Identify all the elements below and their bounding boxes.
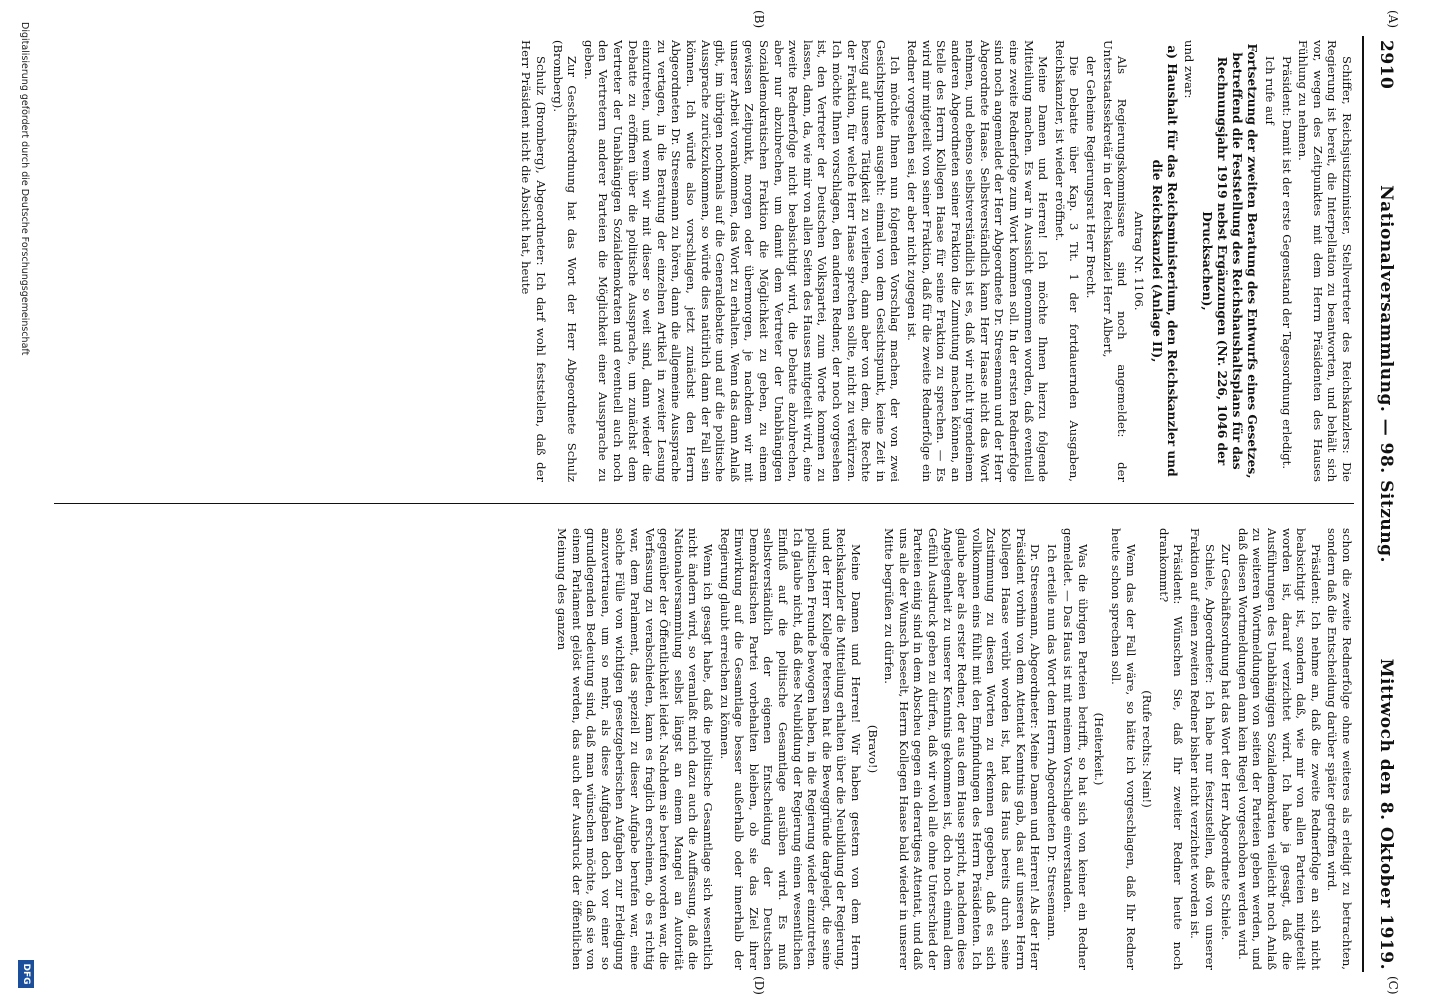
paragraph: Schiffer, Reichsjustizminister, Stellvertreter des Reichskanzlers: Die Regierung ist bereit, die Interpellation zu beantworten, und behält sich vor, wegen des Zeitpunktes mit dem Herrn Präsidenten des Hauses Fühlung zu nehmen. <box>1296 40 1354 482</box>
paragraph: Schiele, Abgeordneter: Ich habe nur festzustellen, daß von unserer Fraktion auf einen zweiten Redner bisher nicht verzichtet worden ist. <box>1188 528 1217 970</box>
paragraph: Die Debatte über Kap. 3 Tit. 1 der fortdauernden Ausgaben, Reichskanzler, ist wieder eröffnet. <box>1052 40 1082 482</box>
margin-marker-d: (D) <box>752 976 766 995</box>
paragraph: Als Regierungskommissare sind noch angemeldet: der Unterstaatssekretär in der Reichskanzlei Herr Albert, <box>1100 40 1130 482</box>
paragraph: der Geheime Regierungsrat Herr Brecht. <box>1084 56 1099 299</box>
paragraph: Dr. Stresemann, Abgeordneter: Meine Damen und Herren! Als der Herr Präsident vorhin von dem Attentat Kenntnis gab, das auf unseren Herrn Kollegen Haase verübt worden ist, hat das Haus bereits durch seine Zustimmung zu diesen Worten zu erkennen gegeben, daß es sich vollkommen eins fühlt mit den Empfindungen des Herrn Präsidenten. Ich glaube aber als erster Redner, der aus dem Hause spricht, nachdem diese Angelegenheit zu unserer Kenntnis gekommen ist, doch noch einmal dem Gefühl Ausdruck geben zu dürfen, daß wir wohl alle ohne Unterschied der Parteien einig sind in dem Abscheu gegen ein derartiges Attentat, und daß uns alle der Wunsch beseelt, Herrn Kollegen Haase bald wieder in unserer Mitte begrüßen zu dürfen. <box>882 528 1043 970</box>
paragraph: Zur Geschäftsordnung hat das Wort der Herr Abgeordnete Schiele. <box>1219 544 1234 941</box>
paragraph: Meine Damen und Herren! Wir haben gestern von dem Herrn Reichskanzler die Mitteilung erhalten über die Neubildung der Regierung, und der Herr Kollege Petersen hat die Beweggründe dargelegt, die seine politischen Freunde bewogen haben, in die Regierung wieder einzutreten. Ich glaube nicht, daß diese Neubildung der Regierung einen wesentlichen Einfluß auf die politische Gesamtlage ausüben wird. Es muß selbstverständlich der eigenen Entscheidung der Deutschen Demokratischen Partei vorbehalten bleiben, ob sie das Ziel ihrer Einwirkung auf die Gesamtlage besser außerhalb oder innerhalb der Regierung glaubt erreichen zu können. <box>717 528 863 970</box>
paragraph: schon die zweite Rednerfolge ohne weiteres als erledigt zu betrachten, sondern daß die Entscheidung darüber später getroffen wird. <box>1325 528 1354 970</box>
page-title: Nationalversammlung. — 98. Sitzung. <box>1376 185 1396 563</box>
paragraph: Zur Geschäftsordnung hat das Wort der Herr Abgeordnete Schulz (Bromberg). <box>550 40 580 482</box>
paragraph: Ich rufe auf <box>1263 56 1278 125</box>
paragraph: Ich möchte Ihnen nun folgenden Vorschlag machen, der von zwei Gesichtspunkten ausgeht: einmal von dem Gesichtspunkt, keine Zeit in bezug auf unsere Tätigkeit zu verlieren, dann aber von dem, die Rechte der Fraktion, für welche Herr Haase sprechen sollte, nicht zu verkürzen. Ich möchte Ihnen vorschlagen, den anderen Redner, der noch vorgesehen ist, den Vertreter der Deutschen Volkspartei, zum Worte kommen zu lassen, dann, da, wie mir von allen Seiten des Hauses mitgeteilt wird, eine zweite Rednerfolge nicht beabsichtigt wird, die Debatte abzubrechen, aber nur abzubrechen, um damit dem Vertreter der Unabhängigen Sozialdemokratischen Fraktion die Möglichkeit zu geben, zu einem gewissen Zeitpunkt, morgen oder übermorgen, je nachdem wir mit unserer Arbeit vorankommen, das Wort zu erhalten. Wenn das dann Anlaß gibt, im übrigen nochmals auf die Generaldebatte und auf die politische Aussprache zurückzukommen, so würde dies natürlich dann der Fall sein können. Ich würde also vorschlagen, jetzt zunächst den Herrn Abgeordneten Dr. Stresemann zu hören, dann die allgemeine Aussprache zu vertagen, in die Beratung der einzelnen Artikel in zweiter Lesung einzutreten, und wenn wir mit dieser so weit sind, dann wieder die Debatte zu eröffnen über die politische Aussprache, um zunächst dem Vertreter der Unabhängigen Sozialdemokraten und eventuell auch noch den Vertretern anderer Parteien die Möglichkeit einer Aussprache zu geben. <box>581 40 903 482</box>
paragraph: Meine Damen und Herren! Ich möchte Ihnen hierzu folgende Mitteilung machen. Es war in Aussicht genommen worden, daß eventuell eine zweite Rednerfolge zum Wort kommen soll. In der ersten Rednerfolge sind noch angemeldet der Herr Abgeordnete Dr. Stresemann und der Herr Abgeordnete Haase. Selbstverständlich kann Herr Haase nicht das Wort nehmen, und ebenso selbstverständlich ist es, daß wir nicht irgendeinem anderen Abgeordneten seiner Fraktion die Zumutung machen können, an Stelle des Herrn Kollegen Haase für seine Fraktion zu sprechen. — Es wird mir mitgeteilt von seiner Fraktion, daß für die zweite Rednerfolge ein Redner vorgesehen sei, der aber nicht zugegen ist. <box>904 40 1051 482</box>
right-column <box>54 528 1354 970</box>
margin-marker-a: (A) <box>1386 10 1400 29</box>
interjection: (Heiterkeit.) <box>1092 712 1107 786</box>
paragraph: Schulz (Bromberg), Abgeordneter: Ich darf wohl feststellen, daß der Herr Präsident nicht die Absicht hat, heute <box>519 40 549 482</box>
paragraph: Präsident: Ich nehme an, daß die zweite Rednerfolge an sich nicht beabsichtigt ist, sondern daß, wie mir von allen Parteien mitgeteilt worden ist, darauf verzichtet wird. Ich habe ja gesagt, daß die Ausführungen des Unabhängigen Sozialdemokraten vielleicht noch Anlaß zu weiteren Wortmeldungen von seiten der Parteien geben werden, und daß diesen Wortmeldungen dann kein Riegel vorgeschoben werden wird. <box>1235 528 1323 970</box>
paragraph: Wenn das der Fall wäre, so hätte ich vorgeschlagen, daß Ihr Redner heute schon sprechen soll. <box>1109 528 1138 970</box>
page-header <box>1370 40 1396 970</box>
paragraph: Ich erteile nun das Wort dem Herrn Abgeordneten Dr. Stresemann. <box>1044 544 1059 941</box>
margin-marker-b: (B) <box>752 10 766 29</box>
paragraph: Was die übrigen Parteien betrifft, so hat sich von keiner ein Redner gemeldet. — Das Haus ist mit meinem Vorschlage einverstanden. <box>1061 528 1090 970</box>
page-number: 2910 <box>1376 40 1396 90</box>
session-date: Mittwoch den 8. Oktober 1919. <box>1376 658 1396 970</box>
margin-marker-c: (C) <box>1386 976 1400 995</box>
paragraph: Präsident: Wünschen Sie, daß Ihr zweiter Redner heute noch drankommt? <box>1156 528 1186 970</box>
paragraph: und zwar: <box>1182 40 1197 99</box>
agenda-heading: Fortsetzung der zweiten Beratung des Entwurfs eines Gesetzes, betreffend die Feststellung des Reichshaushaltsplans für das Rechnungsjahr 1919 nebst Ergänzungen (Nr. 226, 1046 der Drucksachen), <box>1200 43 1260 479</box>
dfg-logo: DFG <box>18 960 34 988</box>
paragraph: Antrag Nr. 1106. <box>1131 211 1146 311</box>
agenda-subheading: a) Haushalt für das Reichsministerium, den Reichskanzler und die Reichskanzlei (Anlage II), <box>1149 45 1179 477</box>
column-divider <box>54 503 1354 504</box>
header-rule <box>1362 36 1364 972</box>
paragraph: Präsident: Damit ist der erste Gegenstand der Tagesordnung erledigt. <box>1279 56 1294 470</box>
paragraph: Wenn ich gesagt habe, daß die politische Gesamtlage sich wesentlich nicht ändern wird, so veranlaßt mich dazu auch die Auffassung, daß die Nationalversammlung selbst längst an einem Mangel an Autorität gegenüber der Öffentlichkeit leidet. Nachdem sie berufen worden war, die Verfassung zu verabschieden, kann es fraglich erscheinen, ob es richtig war, dem Parlament, das speziell zu dieser Aufgabe berufen war, eine solche Fülle von wichtigen gesetzgeberischen Aufgaben zur Erledigung anzuvertrauen, um so mehr, als diese Aufgaben doch vor einer so grundlegenden Bedeutung sind, daß man wünschen möchte, daß sie von einem Parlament gelöst werden, das auch der Ausdruck der öffentlichen Meinung des ganzen <box>555 528 716 970</box>
interjection: (Bravo!) <box>865 724 880 774</box>
digitization-credit: Digitalisierung gefördert durch die Deutsche Forschungsgemeinschaft <box>19 22 30 356</box>
interjection: (Rufe rechts: Nein!) <box>1140 690 1155 808</box>
left-column <box>54 40 1354 482</box>
